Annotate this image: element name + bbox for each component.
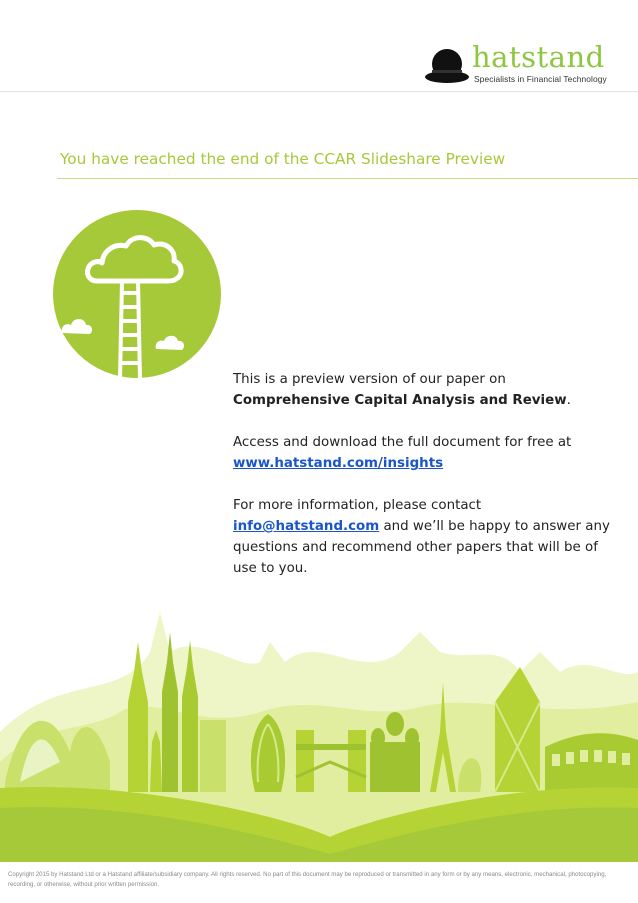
copyright-notice: Copyright 2015 by Hatstand Ltd or a Hatstand affiliate/subsidiary company. All rights reserved. No part of this document may be reproduced or transmitted in any form or by any means, electronic, mechanical, photocopying, recording, or otherwise, without prior written permission. <box>8 871 607 888</box>
download-paragraph: Access and download the full document for free at www.hatstand.com/insights <box>233 435 572 471</box>
logo-wordmark: hatstand <box>472 40 605 74</box>
bowler-hat-icon <box>424 46 470 84</box>
title-divider <box>57 178 638 179</box>
cloud-ladder-icon <box>52 209 222 379</box>
hatstand-logo[interactable] <box>424 40 607 88</box>
preview-paragraph: This is a preview version of our paper on Comprehensive Capital Analysis and Review. <box>233 372 571 408</box>
header-divider <box>0 91 638 92</box>
preview-message <box>233 369 623 600</box>
logo-tagline: Specialists in Financial Technology <box>474 74 607 84</box>
paper-title: Comprehensive Capital Analysis and Review <box>233 393 567 408</box>
page-title: You have reached the end of the CCAR Slideshare Preview <box>60 150 506 168</box>
insights-link[interactable]: www.hatstand.com/insights <box>233 456 444 471</box>
contact-paragraph: For more information, please contact info@hatstand.com and we’ll be happy to answer any questions and recommend other papers that will be of use to you. <box>233 498 610 576</box>
city-skyline-illustration <box>0 612 638 862</box>
email-link[interactable]: info@hatstand.com <box>233 519 380 534</box>
